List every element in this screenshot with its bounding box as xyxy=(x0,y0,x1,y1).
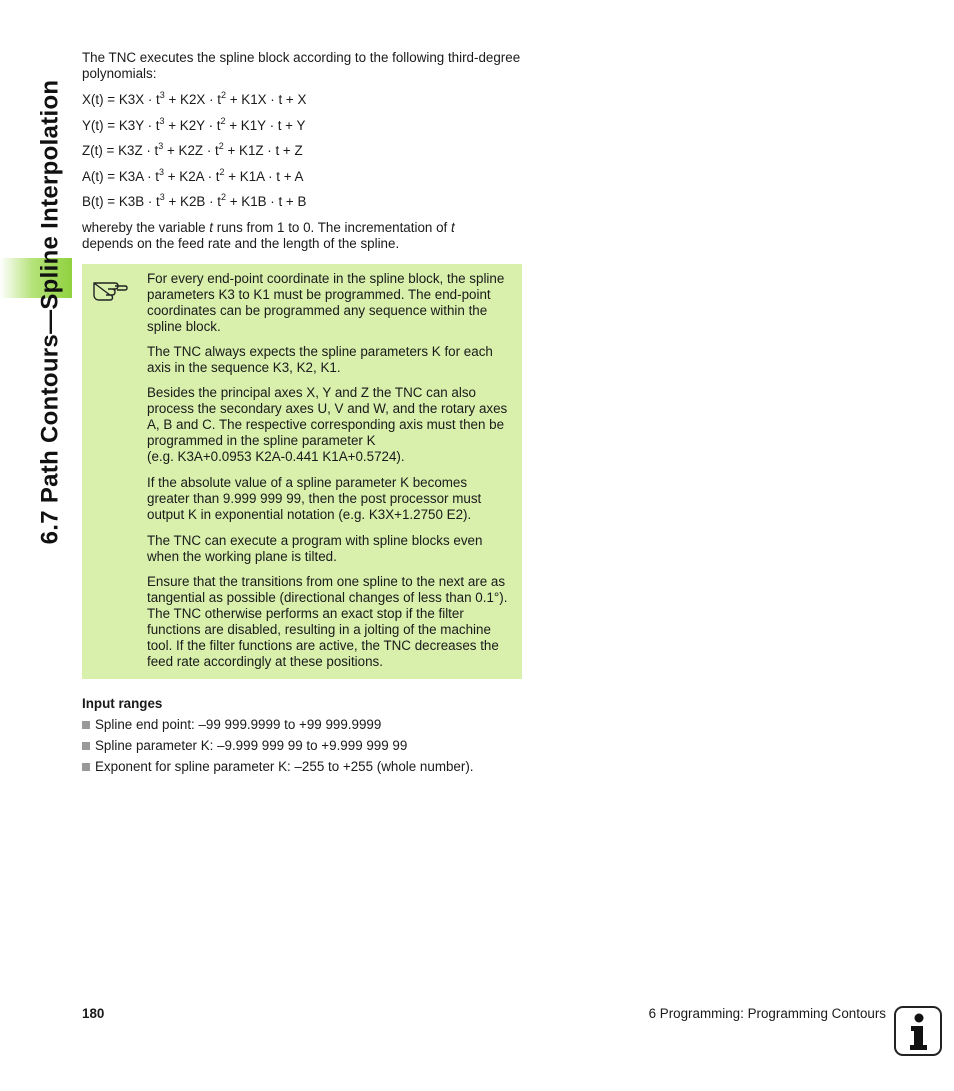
list-item: Spline end point: –99 999.9999 to +99 999.9999 xyxy=(82,717,381,733)
section-title: 6.7 Path Contours—Spline Interpolation xyxy=(36,79,64,545)
bullet-square-icon xyxy=(82,742,90,750)
equation-a: $A(t) = K3A \cdot t^3 + K2A \cdot t^2 + K1A \cdot t + A$ xyxy=(82,166,304,184)
note-box xyxy=(82,264,522,679)
equation-x: $X(t) = K3X \cdot t^3 + K2X \cdot t^2 + K1X \cdot t + X$ xyxy=(82,89,307,107)
page-number: 180 xyxy=(82,1006,105,1021)
whereby-paragraph: whereby the variable t runs from 1 to 0. The incrementation of t depends on the feed rate and the length of the spline. xyxy=(82,220,455,251)
list-item: Spline parameter K: –9.999 999 99 to +9.999 999 99 xyxy=(82,738,407,754)
list-item: Exponent for spline parameter K: –255 to +255 (whole number). xyxy=(82,759,474,775)
equation-y: $Y(t) = K3Y \cdot t^3 + K2Y \cdot t^2 + K1Y \cdot t + Y$ xyxy=(82,115,306,133)
note-paragraph: The TNC can execute a program with spline blocks even when the working plane is tilted. xyxy=(147,533,483,564)
note-paragraph: (e.g. K3A+0.0953 K2A-0.441 K1A+0.5724). xyxy=(147,449,405,464)
intro-paragraph: The TNC executes the spline block according to the following third-degree polynomials: xyxy=(82,50,521,81)
note-paragraph: If the absolute value of a spline parameter K becomes greater than 9.999 999 99, then the post processor must output K in exponential notation (e.g. K3X+1.2750 E2). xyxy=(147,475,482,522)
note-paragraph: For every end-point coordinate in the spline block, the spline parameters K3 to K1 must be programmed. The end-point coordinates can be programmed any sequence within the spline block. xyxy=(147,271,505,334)
section-title-vertical xyxy=(30,52,70,572)
info-glyph-icon xyxy=(896,1008,940,1054)
note-paragraph: Ensure that the transitions from one spline to the next are as tangential as possible (directional changes of less than 0.1°). The TNC otherwise performs an exact stop if the filter functions are disabled, resulting in a jolting of the machine tool. If the filter functions are active, the TNC decreases the feed rate accordingly at these positions. xyxy=(147,574,508,669)
pointing-hand-icon xyxy=(92,274,128,302)
info-icon[interactable] xyxy=(894,1006,942,1056)
chapter-footer: 6 Programming: Programming Contours xyxy=(648,1006,886,1021)
note-paragraph: Besides the principal axes X, Y and Z the TNC can also process the secondary axes U, V and W, and the rotary axes A, B and C. The respective corresponding axis must then be programmed in the spline parameter K xyxy=(147,385,508,448)
input-ranges-heading: Input ranges xyxy=(82,696,163,711)
bullet-square-icon xyxy=(82,763,90,771)
note-paragraph: The TNC always expects the spline parameters K for each axis in the sequence K3, K2, K1. xyxy=(147,344,493,375)
equation-b: $B(t) = K3B \cdot t^3 + K2B \cdot t^2 + K1B \cdot t + B$ xyxy=(82,191,307,209)
bullet-square-icon xyxy=(82,721,90,729)
equation-z: $Z(t) = K3Z \cdot t^3 + K2Z \cdot t^2 + K1Z \cdot t + Z$ xyxy=(82,140,303,158)
